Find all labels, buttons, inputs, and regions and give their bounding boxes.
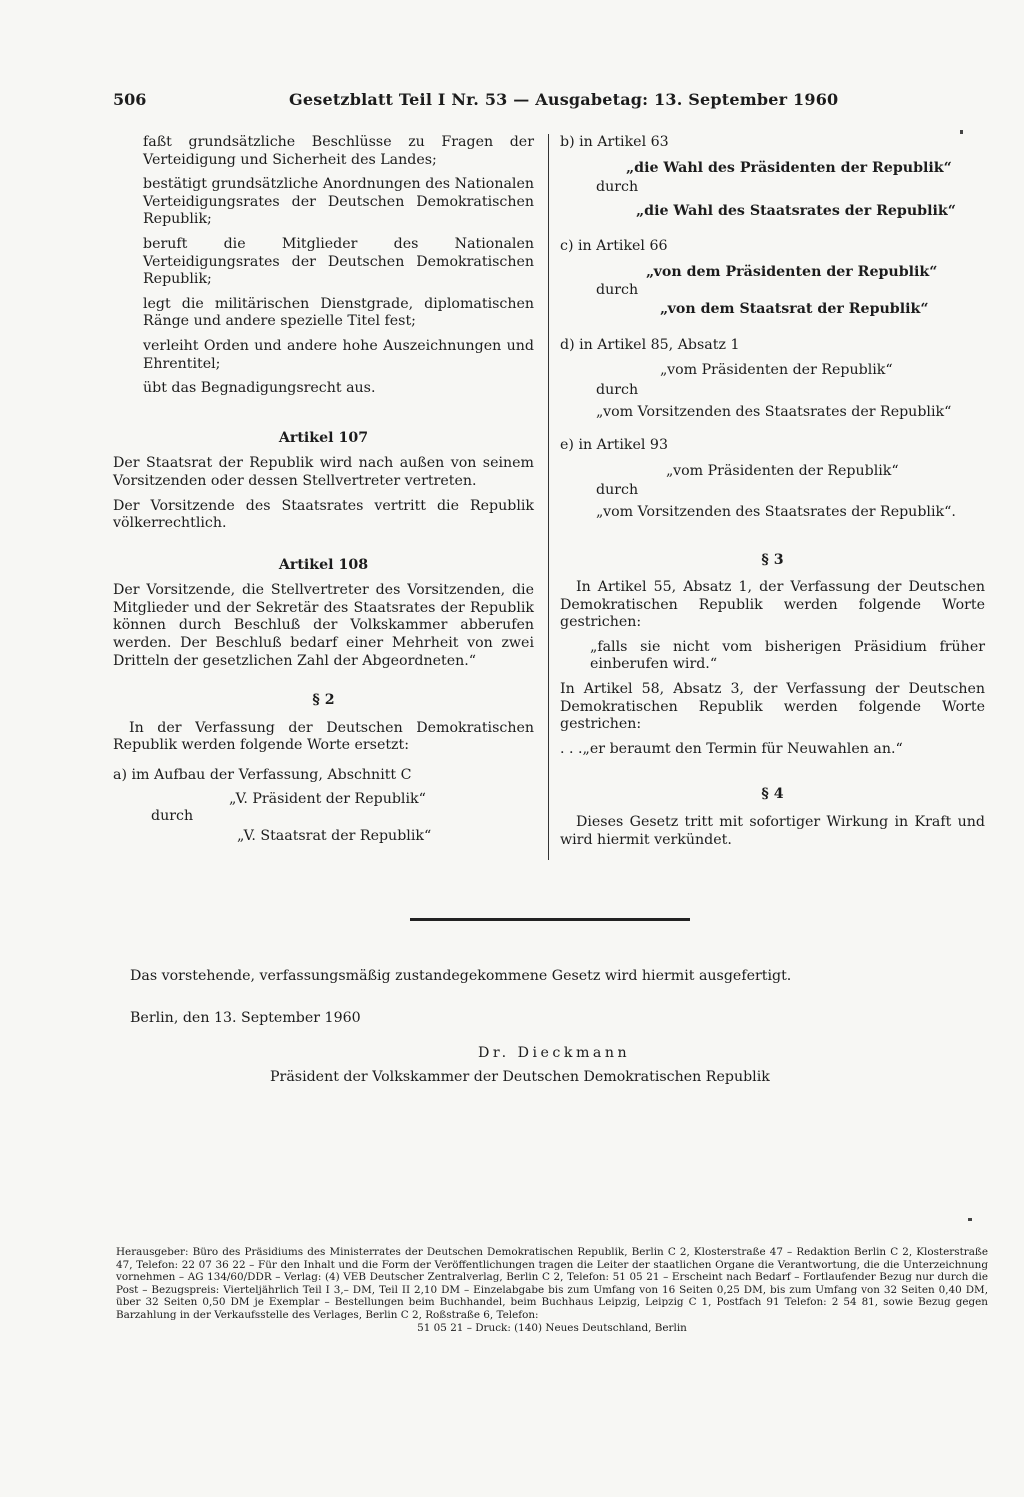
header-title: Gesetzblatt Teil I Nr. 53 — Ausgabetag: 13. September 1960 (289, 90, 839, 109)
amendment-a-old: „V. Präsident der Republik“ (229, 790, 426, 807)
amendment-e-old: „vom Präsidenten der Republik“ (666, 462, 899, 479)
article-108-paragraph: Der Vorsitzende, die Stellvertreter des Vorsitzenden, die Mitglieder und der Sekretär des Staatsrates der Republik können durch Beschluß der Volkskammer abberufen werden. Der Beschluß bedarf einer Mehrheit von zwei Dritteln der gesetzlichen Zahl der Abgeordneten.“ (113, 582, 534, 669)
promulgation-text: Das vorstehende, verfassungsmäßig zustandegekommene Gesetz wird hiermit ausgefertigt. (130, 968, 792, 984)
left-column (113, 134, 534, 847)
section-3-heading: § 3 (761, 551, 784, 568)
section-3-quote: . . .„er beraumt den Termin für Neuwahlen an.“ (560, 740, 903, 757)
amendment-d-new: „vom Vorsitzenden des Staatsrates der Republik“ (596, 403, 952, 420)
place-date: Berlin, den 13. September 1960 (130, 1010, 361, 1026)
section-3-paragraph: In Artikel 55, Absatz 1, der Verfassung der Deutschen Demokratischen Republik werden folgende Worte gestrichen: (560, 579, 985, 631)
amendment-b-old: „die Wahl des Präsidenten der Republik“ (626, 159, 952, 176)
column-divider (548, 134, 549, 860)
amendment-e-durch: durch (596, 482, 639, 499)
right-column (560, 134, 985, 856)
signatory-name: Dr. Dieckmann (478, 1045, 631, 1061)
amendment-d-label: d) in Artikel 85, Absatz 1 (560, 336, 740, 353)
list-item: bestätigt grundsätzliche Anordnungen des Nationalen Verteidigungsrates der Deutschen Demokratischen Republik; (143, 176, 534, 228)
section-3-paragraph: In Artikel 58, Absatz 3, der Verfassung der Deutschen Demokratischen Republik werden folgende Worte gestrichen: (560, 681, 985, 733)
amendment-d-durch: durch (596, 381, 639, 398)
amendment-a-new: „V. Staatsrat der Republik“ (237, 827, 432, 844)
section-3-quote: „falls sie nicht vom bisherigen Präsidium früher einberufen wird.“ (590, 638, 985, 673)
amendment-d-old: „vom Präsidenten der Republik“ (660, 362, 893, 379)
article-108-heading: Artikel 108 (278, 556, 369, 573)
section-4-paragraph: Dieses Gesetz tritt mit sofortiger Wirkung in Kraft und wird hiermit verkündet. (560, 814, 985, 848)
list-item: übt das Begnadigungsrecht aus. (143, 380, 376, 397)
amendment-e-new: „vom Vorsitzenden des Staatsrates der Republik“. (596, 503, 956, 520)
publisher-imprint (116, 1246, 988, 1334)
amendment-c-label: c) in Artikel 66 (560, 238, 668, 255)
article-107-paragraph: Der Vorsitzende des Staatsrates vertritt die Republik völkerrechtlich. (113, 497, 534, 532)
imprint-text: Herausgeber: Büro des Präsidiums des Ministerrates der Deutschen Demokratischen Republik, Berlin C 2, Klosterstraße 47 – Redaktion Berlin C 2, Klosterstraße 47, Telefon: 22 07 36 22 – Für den Inhalt und die Form der Veröffentlichungen tragen die Leiter der staatlichen Organe die Verantwortung, die die Unterzeichnung vornehmen – AG 134/60/DDR – Verlag: (4) VEB Deutscher Zentralverlag, Berlin C 2, Telefon: 51 05 21 – Erscheint nach Bedarf – Fortlaufender Bezug nur durch die Post – Bezugspreis: Vierteljährlich Teil I 3,– DM, Teil II 2,10 DM – Einzelabgabe bis zum Umfang von 16 Seiten 0,25 DM, bis zum Umfang von 32 Seiten 0,40 DM, über 32 Seiten 0,50 DM je Exemplar – Bestellungen beim Buchhandel, beim Buchhaus Leipzig, Leipzig C 1, Postfach 91 Telefon: 2 54 81, sowie Bezug gegen Barzahlung in der Verkaufsstelle des Verlages, Berlin C 2, Roßstraße 6, Telefon: (116, 1246, 988, 1321)
article-107-heading: Artikel 107 (278, 429, 369, 446)
specks-mark (960, 130, 963, 134)
page-header (113, 90, 964, 114)
imprint-last-line: 51 05 21 – Druck: (140) Neues Deutschland, Berlin (417, 1321, 687, 1334)
amendment-c-durch: durch (596, 281, 639, 298)
page-number: 506 (113, 90, 147, 109)
amendment-b-durch: durch (596, 179, 639, 196)
article-107-paragraph: Der Staatsrat der Republik wird nach außen von seinem Vorsitzenden oder dessen Stellvertreter vertreten. (113, 455, 534, 489)
horizontal-rule (410, 918, 690, 921)
amendment-a-label: a) im Aufbau der Verfassung, Abschnitt C (113, 767, 412, 784)
amendment-c-old: „von dem Präsidenten der Republik“ (646, 263, 938, 280)
list-item: faßt grundsätzliche Beschlüsse zu Fragen der Verteidigung und Sicherheit des Landes; (143, 134, 534, 168)
amendment-b-new: „die Wahl des Staatsrates der Republik“ (636, 202, 956, 219)
list-item: verleiht Orden und andere hohe Auszeichnungen und Ehrentitel; (143, 337, 534, 372)
section-2-paragraph: In der Verfassung der Deutschen Demokratischen Republik werden folgende Worte ersetzt: (113, 719, 534, 754)
amendment-c-new: „von dem Staatsrat der Republik“ (660, 301, 929, 318)
amendment-b-label: b) in Artikel 63 (560, 134, 669, 150)
amendment-e-label: e) in Artikel 93 (560, 437, 668, 454)
amendment-a-durch: durch (151, 808, 194, 825)
section-2-heading: § 2 (312, 692, 335, 709)
list-item: beruft die Mitglieder des Nationalen Verteidigungsrates der Deutschen Demokratischen Republik; (143, 235, 534, 288)
specks-mark (968, 1218, 972, 1221)
signatory-title: Präsident der Volkskammer der Deutschen Demokratischen Republik (270, 1069, 770, 1085)
list-item: legt die militärischen Dienstgrade, diplomatischen Ränge und andere spezielle Titel fest; (143, 295, 534, 330)
section-4-heading: § 4 (761, 786, 784, 803)
